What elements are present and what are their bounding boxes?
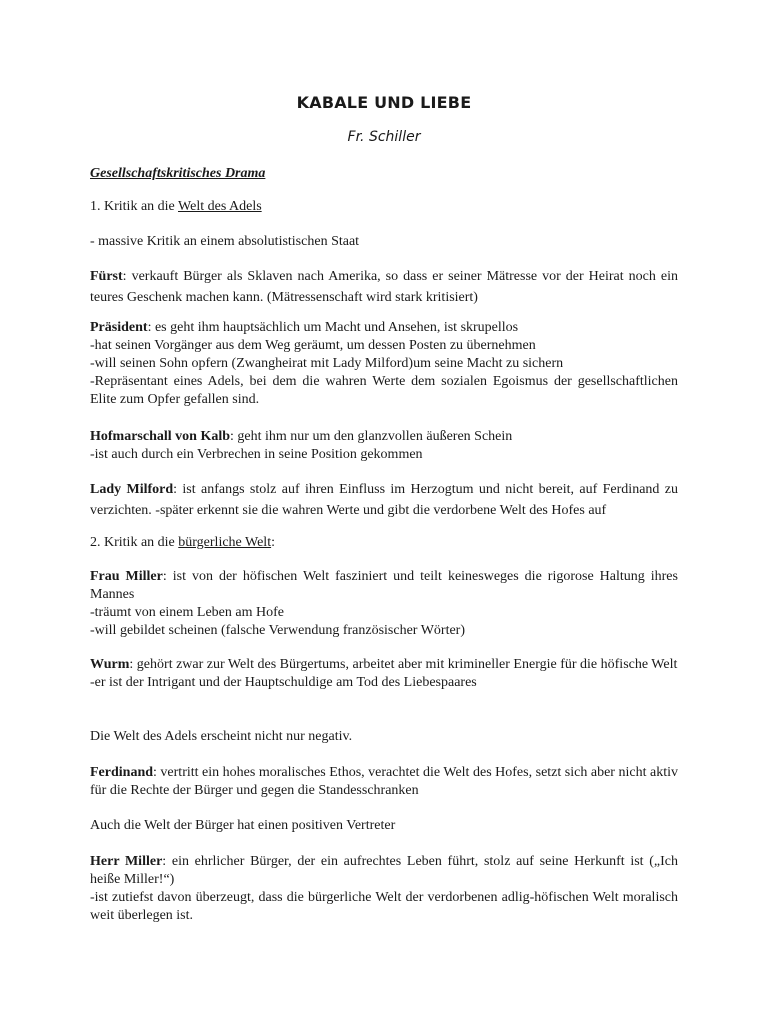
section-heading-2 [90,534,678,552]
character-name-fuerst: Fürst [90,269,123,284]
herr-miller-line: -ist zutiefst davon überzeugt, dass die bürgerliche Welt der verdorbenen adlig-höfischen Welt moralisch weit überlegen ist. [90,890,678,923]
character-name-frau-miller: Frau Miller [90,569,163,584]
adel-note: Die Welt des Adels erscheint nicht nur negativ. [90,729,353,744]
character-text-milford: : ist anfangs stolz auf ihren Einfluss im Herzogtum und nicht bereit, auf Ferdinand zu verzichten. -später erkennt sie die wahren Werte und gibt die verdorbene Welt des Hofes auf [90,482,678,518]
frau-miller-line: -träumt von einem Leben am Hofe [90,605,284,620]
character-text-praesident: : es geht ihm hauptsächlich um Macht und Ansehen, ist skrupellos [147,320,519,335]
wurm-line: -er ist der Intrigant und der Hauptschuldige am Tod des Liebespaares [90,675,477,690]
character-name-ferdinand: Ferdinand [90,765,154,780]
section-heading-1 [90,198,678,216]
section-1-prefix: 1. Kritik an die [90,199,179,214]
character-name-wurm: Wurm [90,657,130,672]
section-2-prefix: 2. Kritik an die [90,535,179,550]
character-text-fuerst: : verkauft Bürger als Sklaven nach Amerika, so dass er seiner Mätresse vor der Heirat noch ein teures Geschenk machen kann. (Mätressenschaft wird stark kritisiert) [90,269,678,305]
praesident-line: -will seinen Sohn opfern (Zwangheirat mit Lady Milford)um seine Macht zu sichern [90,356,564,371]
paragraph-ferdinand [90,764,678,800]
genre-heading [90,165,678,183]
section-1-link-text: Welt des Adels [178,199,262,214]
character-text-frau-miller: : ist von der höfischen Welt fasziniert und teilt keinesweges die rigorose Haltung ihres Mannes [90,569,678,602]
paragraph-praesident [90,319,678,409]
character-name-herr-miller: Herr Miller [90,854,163,869]
document-page [90,0,678,1024]
character-text-ferdinand: : vertritt ein hohes moralisches Ethos, verachtet die Welt des Hofes, setzt sich aber nicht aktiv für die Rechte der Bürger und gegen die Standesschranken [90,765,678,798]
paragraph-frau-miller [90,568,678,640]
character-name-kalb: Hofmarschall von Kalb [90,429,231,444]
paragraph-kalb [90,428,678,464]
character-name-praesident: Präsident [90,320,148,335]
document-title: KABALE UND LIEBE [296,93,472,112]
author-name: Fr. Schiller [347,129,421,145]
character-text-wurm: : gehört zwar zur Welt des Bürgertums, arbeitet aber mit krimineller Energie für die höfische Welt [129,657,678,672]
paragraph-milford [90,479,678,521]
paragraph-fuerst [90,266,678,308]
section-2-suffix: : [271,535,275,550]
character-text-herr-miller: : ein ehrlicher Bürger, der ein aufrechtes Leben führt, stolz auf seine Herkunft ist („Ich heiße Miller!“) [90,854,678,887]
section-2-link-text: bürgerliche Welt [178,535,272,550]
frau-miller-line: -will gebildet scheinen (falsche Verwendung französischer Wörter) [90,623,466,638]
paragraph-herr-miller [90,853,678,925]
character-name-milford: Lady Milford [90,482,174,497]
praesident-line: -Repräsentant eines Adels, bei dem die wahren Werte dem sozialen Egoismus der gesellschaftlichen Elite zum Opfer gefallen sind. [90,374,678,407]
absolutism-note: - massive Kritik an einem absolutistischen Staat [90,234,360,249]
buerger-note: Auch die Welt der Bürger hat einen positiven Vertreter [90,818,396,833]
kalb-line: -ist auch durch ein Verbrechen in seine Position gekommen [90,447,423,462]
character-text-kalb: : geht ihm nur um den glanzvollen äußeren Schein [230,429,513,444]
genre-heading-text: Gesellschaftskritisches Drama [90,166,266,181]
paragraph-wurm [90,656,678,692]
praesident-line: -hat seinen Vorgänger aus dem Weg geräumt, um dessen Posten zu übernehmen [90,338,536,353]
